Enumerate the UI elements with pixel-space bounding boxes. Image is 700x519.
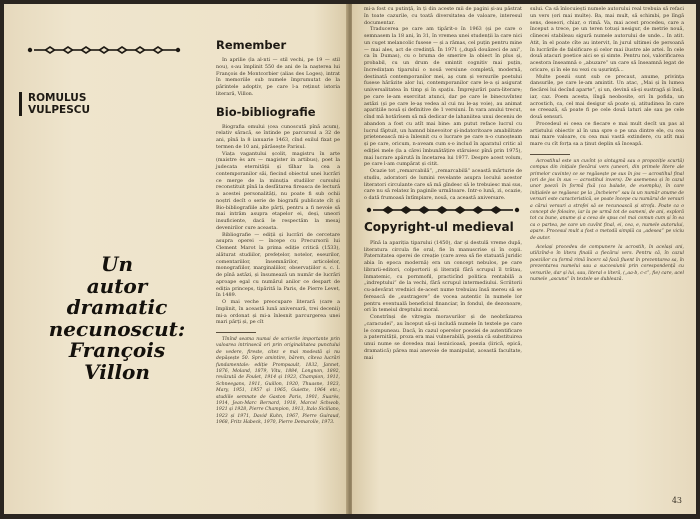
biobib-paragraph-3: Bibliografie — ediții și lucrări de cercetare asupra operei — începe cu Precursorii lui Clement Marot la prima ediție critică (1533), alăturat studiilor, prefețelor, notelor, eseurilor, comentariilor, însemnărilor, articolelor, monografiilor, marginaliilor, observațiilor s. c. l. de pînă astăzi, și însumează un număr de lucrări aproape egal cu numărul anilor ce despart de ediția princeps, tipărită la Paris, de Pierre Levet, în 1489. (216, 231, 340, 299)
title-line-1: Un (101, 252, 133, 276)
footnote-1 (216, 337, 340, 427)
title-line-4: necunoscut: (48, 316, 186, 341)
copyright-heading: Copyright-ul medieval (364, 219, 514, 234)
biobib-paragraph-2: Viața vagantului școlit, magistru în arte (maistre ès ars — magister in artibus), poet la judecata eternității și tîlhar la cea a contemporanilor săi, fiecind obiectul unei lucrări ce merge de la minuția studiilor cursului reconstituit pînă la desfătarea fireasca de lectură a acestei personalități, nu poate fi sub ochii noștri decît o serie de biografii publicate cît și Bio-bibliografiile alte părți, pentru a fi nevoie să mai intrăm asupra etapelor ei, deși, uneori insuficiente, dacă le respectăm la mesaj devenirilor cure aceasta. (216, 150, 340, 231)
author-name (19, 92, 126, 116)
biobib-paragraph-1: Biografia omului (cea cunoscută pînă acum), relativ săracă, se întinde pe parcursul a 32 de ani, pînă la 8 ianuarie 1463, cînd exilul fixat pe termen de 10 ani, părăsește Parisul. (216, 123, 340, 150)
footnote-1-text: Tînînd seama numai de scrierile importante prin valoarea intrinsecă ori prin originalitatea punctului de vedere, fireste, citez e mai modestă și nu depășește 50. Spre amintire, bărem, cîteva lucrări fundamentale: ediție Prompsault, 1832, Jannet, 1876, Moland, 1879, Vitu, 1884, Longnon, 1892, revăzută de Foulet, 1914 și 1923, Champion, 1911, Schneegans, 1911, Guillon, 1920, Thuasne, 1923, Mary, 1951, 1957 și 1965, Guiette, 1964 etc.; studiile semnate de Gaston Paris, 1901, Suarès, 1914, Jean-Marc Bernard, 1918, Marcel Schwob, 1921 și 1928, Pierre Champion, 1913, Italo Siciliano, 1923 și 1971, David Kuhn, 1967, Pierre Guiraud, 1968, Fritz Habeck, 1970, Pierre Demarolle, 1973. (216, 337, 340, 426)
copyright-section (364, 240, 522, 362)
ornament-left-top (24, 45, 184, 55)
copyright-paragraph-1: Pînă la apariția tiparului (1450), dar și destulă vreme după, literatura circula fie oral, fie în manuscrise și în copii. Paternitatea operei de creație (care avea să fie statuată juridic abia în epoca modernă) era un concept nebulos, pe care librarii-editori, colportorii și literații fără scrupul îl trătau, înmatemic, cu pornmofil, practicînd politica rentabilă a „indreptului” de la vechi, fără scrupul intermediului. Scriitorii cu-adevărat vrednici de-acest nume trebuiau însă mereu să se ferească de „sustragere” de vocea autentic în numele lor pentru eventuală beneficiul financiar, în fondul, de dezonoare, ori în temeiul dreptului moral. (364, 239, 522, 314)
biobib-section (216, 124, 340, 327)
middle-paragraph-1: mi-a fost cu putință, în ți din aceste mii de pagini și-au păstrat în toate cazurile, cu toată diversitatea de valoare, interesul documentar. (364, 6, 522, 26)
author-first-name: ROMULUS (28, 92, 87, 104)
title-line-3: dramatic (66, 295, 168, 319)
title-line-5: François (68, 338, 166, 362)
author-last-name: VULPESCU (28, 104, 91, 116)
copyright-paragraph-2: Constrînși de vitregia moravurilor și de neobrăzarea „caracudei”, au început să-și includă numele în textele pe care le compuneau. Dacă, în cazul operelor poeziei de autentificare a paternității, proza era mai vulnerabilă, poezia că substituirea unui nume se dovedea mai lesnicioasă, poezia (lirică, epică, dramatică) părea mai anevoie de manipulat, această facultate, mai (364, 314, 522, 361)
title-line-2: autor (86, 273, 148, 298)
biobib-heading: Bio-bibliografie (216, 104, 316, 119)
right-paragraph-3: Procedeul ei ceea ce fiecare e mai mult decît un pas al artistului obiectiv al în una spre o pe una dintre ele, cu cea mai mare valoare, cu cea mai vastă extindere, cu atît mai mare cu cît forța sa a ținut deplin să înceapă. (530, 120, 684, 147)
title-line-6: Villon (84, 359, 150, 384)
middle-continuation (364, 6, 522, 202)
biobib-paragraph-4: O mai veche preocupare literară (care a împlinit, în această lună aniversară, trei decenii) mi-a ordonat și mi-a înlesnit parcurgerea unei mari părți și, pe cît (216, 299, 340, 326)
right-continuation (530, 6, 684, 148)
page-number: 43 (671, 496, 682, 505)
remember-section (216, 57, 340, 98)
left-text-column (216, 38, 340, 427)
ornament-middle (364, 205, 522, 215)
footnote-rule (216, 332, 256, 333)
footnote-rule-right (530, 154, 570, 155)
footnote-3 (530, 245, 684, 283)
middle-paragraph-3: Ocazie tot „remarcabilă”, „remarcabilă” această mărturie de studiu, adoratori de lumini revelante asupra locului acestor literatori circulante care să mă gîndesc să le trebuiesc mai sus, care nu să relatez în paginile următoare. Intr-o lună, zi, ocazie, o dată frumoasă întîmplare, nouă, ca această aniversare. (364, 168, 522, 201)
footnote-2-text: Acrostihul este un cuvînt (o sintagmă sau o propoziție scurtă) compus din inițiale fiecărui vers (uneori, din primele litere ale primelor cuvinte) ce se regăsește pe sus în jos — acrostihul final (ori de jos în sus — acrostihul invers). De asemenea și în cazul unor poezii în formă fixă (ca balade, de exemplu), în care inițialele se regăsesc pe la „încheiere” sau la un număr anume de versuri este caracteristică, se poate începe cu numărul de versuri a cărui versuri a strofei să se recunoască și strofa. Poate ca o concept de folosire, iar la pe urmă tot de oameni, de ani, exploră tot ca bune, anume și a ceva de spus cel mai comun cum și în ea ca o partea, pe care un cuvînt final, ei, cea, e, numele autorului, apare. Procesul mult a fost o metodă simplă ca „adesea” pe viciu de autor. (530, 158, 684, 241)
article-title (22, 254, 212, 383)
right-paragraph-1: sului. Ca să înlocuiești numele autorului real trebuia să refaci un vers (ori mai multe). Ba, mai mult, să schimbi, pe lîngă sens, deseori, chiar, o rimă. Va, mai acest procedeu, care a început a trece, pe un teren totuși nesigur, de metrie nouă, cîinecei stabileau sigură numele autorului de unde... In atit. Atit, în el poate cîte au intervit, în jurul ultimei de persoană în lucrările de falsificare și celor mai ilustre ale artei. În cele două atacuri poetice aici se și simte. Pentru noi, valorificarea acestora înseamnă o „abuzare” un care să înseamnă legat de oricare, și în ele nu vezi cu ușurință... (530, 6, 684, 73)
middle-text-column (364, 6, 522, 361)
middle-paragraph-2: Traducerea pe care am tipărit-o în 1963 (și pe care o semnasem la 18 ani, în 31, în vremea unei studenții la care nici un cuget melancolic fusese — și a rămas, cel puțin pentru mine — mai ales, act de credință. În 1971 („după douăzeci de ani”, ca în Dumas), cu o bruma de smerire la obiect în plus și, probabil, cu un drum de smintit cognitiv mai puțin, încredințam tiparului o nouă versiune completă, modernă, destinată contemporanilor mei, aș cum și versurile poetului fusese hărăzite alor lui, contemporanilor care le-a și asigurat universalitatea în timp și în spațiu. Împrejurări para-literare; pe care le-am exercitat atunci, dar pe care le binecuvîntez astăzi (și pe care le-aș vedea al cui nu le-aș voie), au animat aparițiile nouă și definitive de 1 versiuni. În vara anului trecut, cînd mă hotărîsem să mă dedicar de lahaniitea unui deceniu de abandon a fost cu atît mai bine: am putut reface lucrul cu lucrul făptuit, un hamnd binevoitor și-indatoritoare amabilitate prietenească mi-a înlesnit cu o lucrare pe care n-o cunoșteam și pe care, oricum, n-aveam cum s-o includ în aparatul critic al ediției mele (la a cărei îmbunătățire stăruiesc pînă prin 1975), mai lucrare apărută în încetarea lui 1977. Despre acest volum, pe care l-am cumpărat și citit. (364, 26, 522, 168)
footnote-3-text: Același procedeu de compunere la acrostih, în același ani, utilizînd-o în litera finală a fiecărui vers. Pentru că, în cazul poeziilor cu formă rimă încerc să facă fluent în prezentarea sa, în prezentarea numelui sau a succesiunii prin corespondență cu versurile, dar și lui, sau, literal o literă, („aa-b, c-c”, fie) care, acel numele „ascuns” în textele se dublează. (530, 245, 684, 283)
footnote-2 (530, 159, 684, 242)
remember-paragraph: In aprilie (la al-nti — stil vechi, pe 19 — stil nou), s-au împlinit 550 de ani de la nașterea lui François de Montcorbier (alias des Loges), intrat în memoriile sub numele împrumutat de la părintele adoptiv, pe care l-a reținut istoria literară, Villon. (216, 57, 340, 97)
right-paragraph-2: Multe poezii sunt sub ce precaut, anume, privința dansurile, pe care le-am amintit. Un atac, „Mai și în lumea fiecărei lui decînd aparte”, și un, devină să-și sustragă și însă, iar, caz. Poem acesta, lîngă neobosite, ori în pofida, un acrostich, ca, cel mai desigur să poate și, atitudinea în care se creează, să poate fi pe cele două laturi ale sau pe cele două sensuri. (530, 73, 684, 120)
left-page (4, 4, 348, 514)
right-text-column (530, 6, 684, 283)
right-page (352, 4, 696, 514)
remember-heading: Remember (216, 38, 287, 52)
